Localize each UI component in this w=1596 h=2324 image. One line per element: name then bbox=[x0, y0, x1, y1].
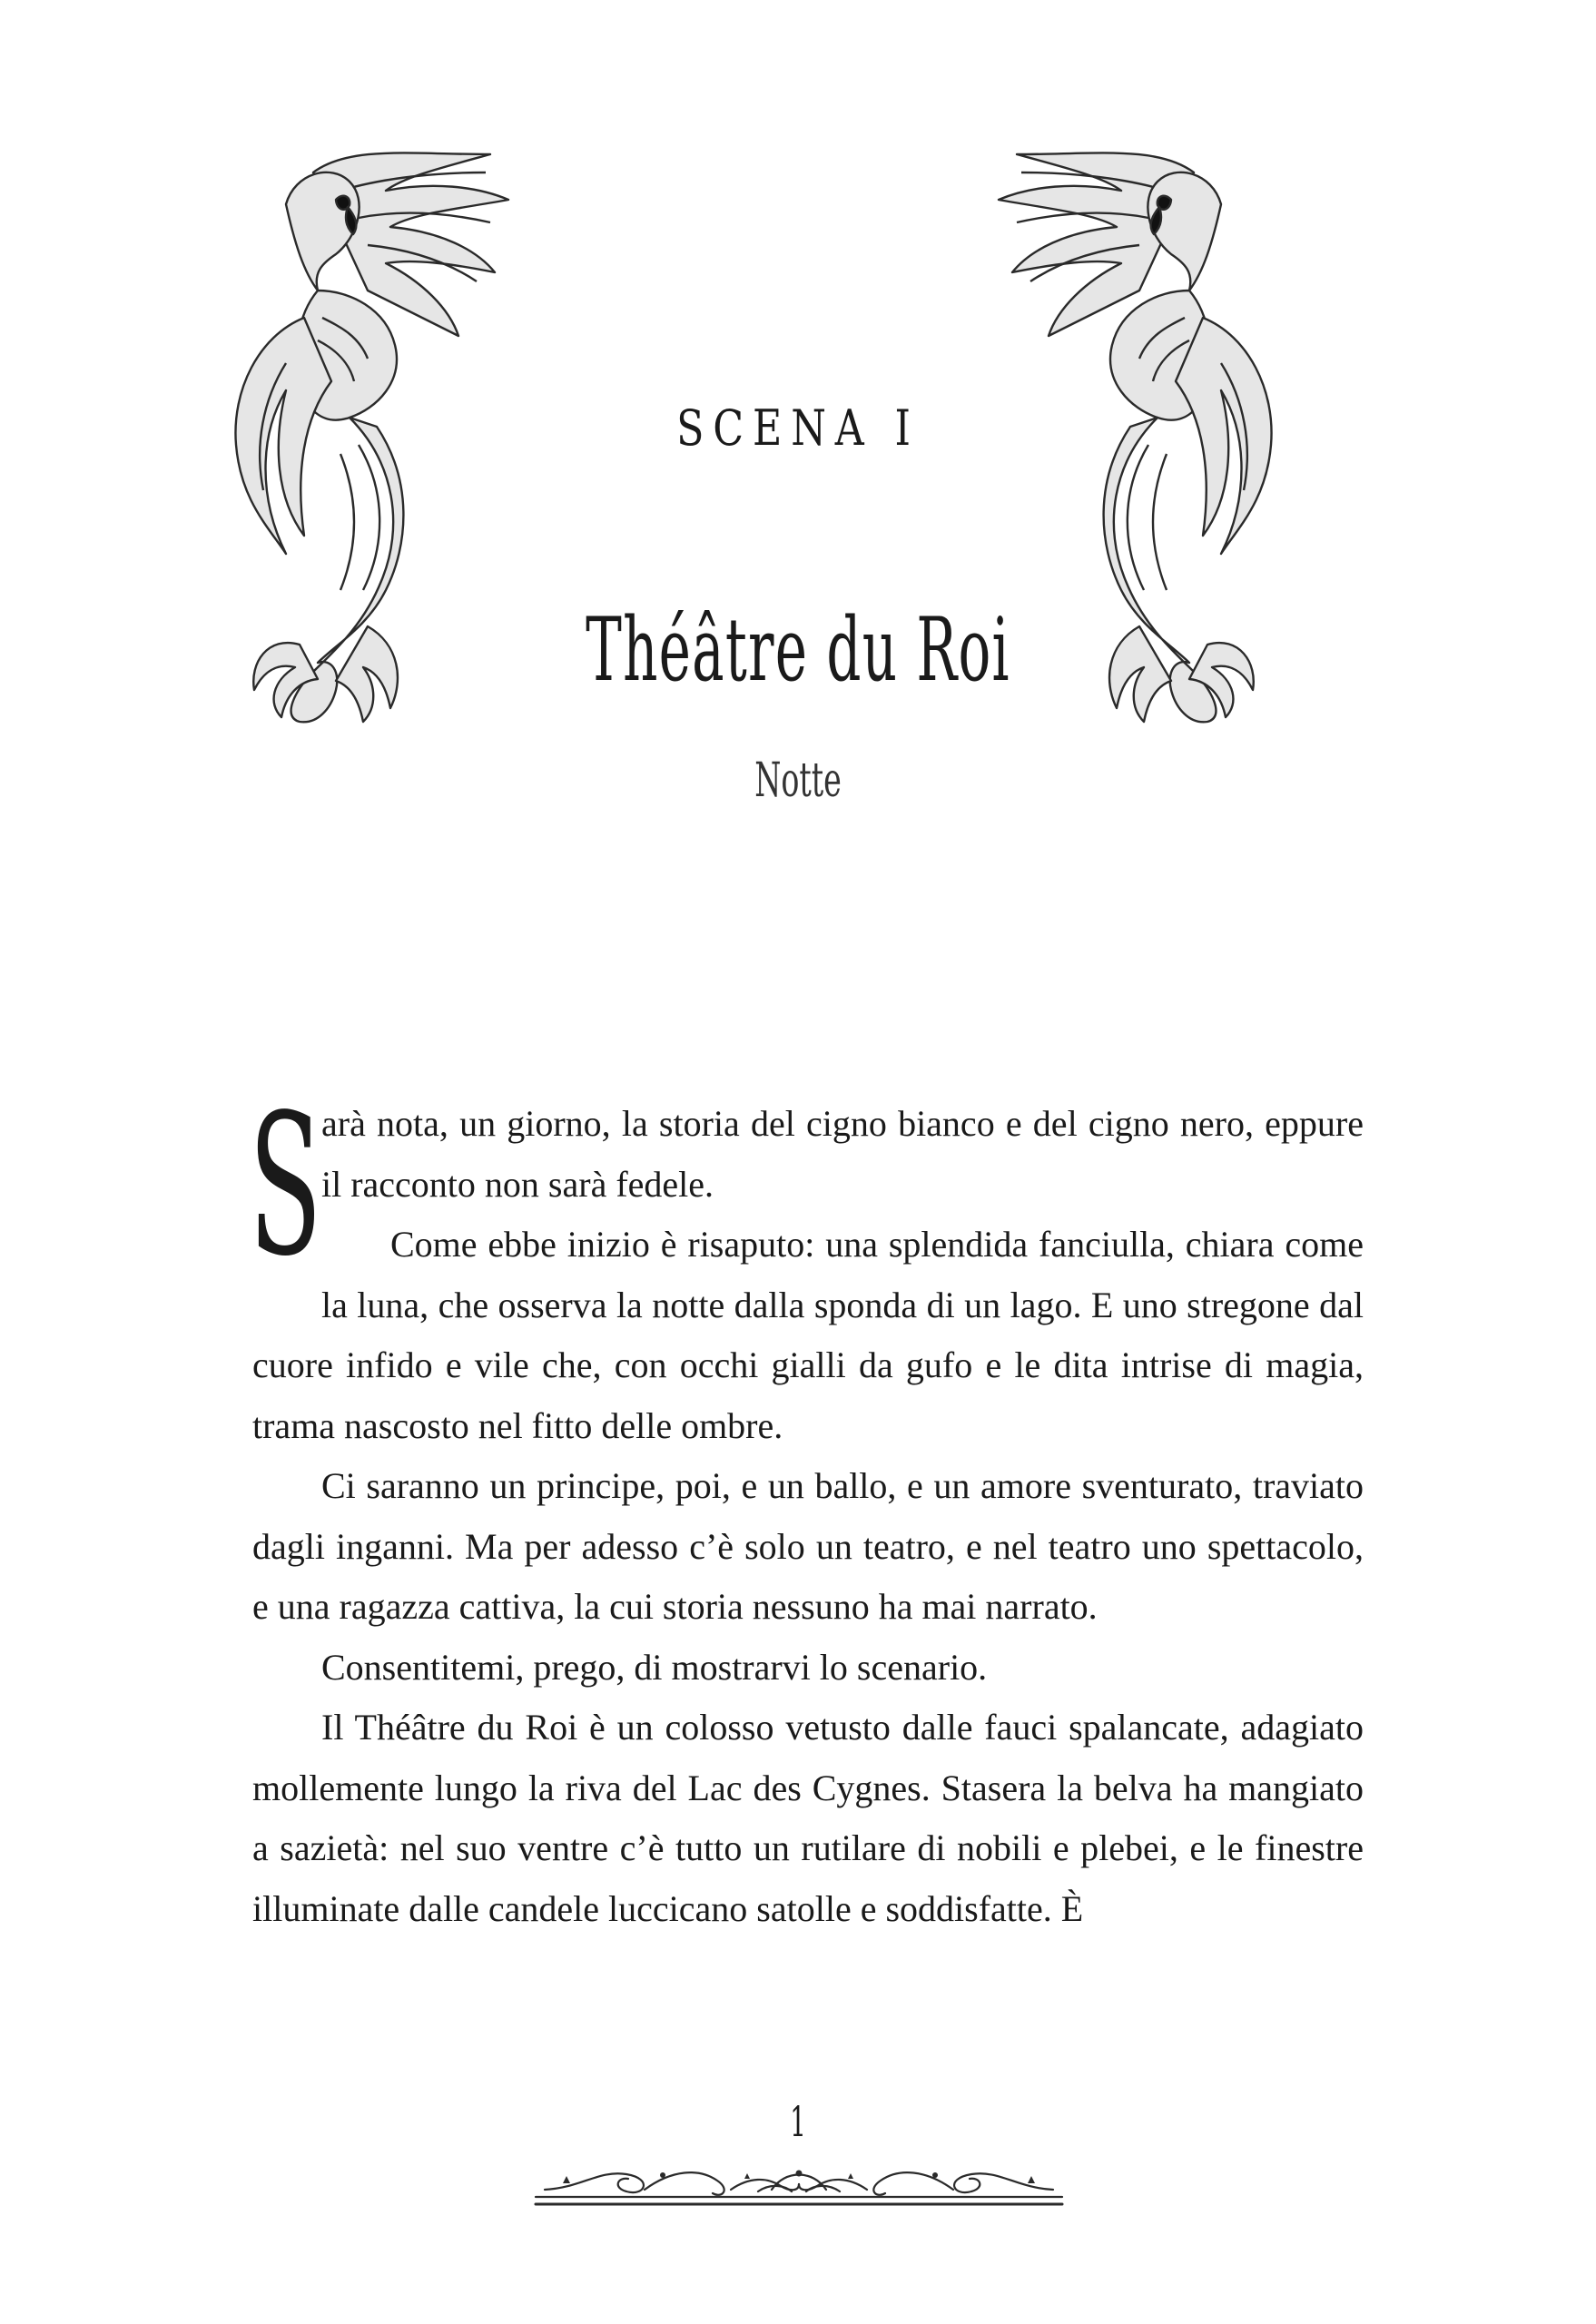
paragraph-1 bbox=[249, 1073, 1364, 1456]
scene-label: SCENA I bbox=[676, 399, 920, 457]
drop-cap: S bbox=[249, 1073, 322, 1299]
chapter-subtitle: Notte bbox=[754, 753, 842, 808]
page-number: 1 bbox=[790, 2097, 806, 2146]
paragraph-1-text: arà nota, un giorno, la storia del cigno bianco e del cigno nero, eppure il racconto non sarà fedele. bbox=[321, 1103, 1364, 1205]
paragraph-2-text: Come ebbe inizio è risaputo: una splendida fanciulla, chiara come la luna, che osserva la notte dalla sponda di un lago. E uno stregone dal cuore infido e vile che, con occhi gialli da gufo e le dita intrise di magia, trama nascosto nel fitto delle ombre. bbox=[252, 1224, 1364, 1446]
paragraph-3: Ci saranno un principe, poi, e un ballo, e un amore sventurato, traviato dagli inganni. Ma per adesso c’è solo un teatro, e nel teatro uno spettacolo, e una ragazza cattiva, la cui storia nessuno ha mai narrato. bbox=[252, 1465, 1364, 1627]
chapter-title: Théâtre du Roi bbox=[586, 599, 1010, 701]
flourish-ornament-icon bbox=[527, 2133, 1071, 2224]
paragraph-5: Il Théâtre du Roi è un colosso vetusto dalle fauci spalancate, adagiato mollemente lungo la riva del Lac des Cygnes. Stasera la belva ha mangiato a sazietà: nel suo ventre c’è tutto un rutilare di nobili e plebei, e le finestre illuminate dalle candele luccicano satolle e soddisfatte. È bbox=[252, 1707, 1364, 1929]
body-text bbox=[249, 1073, 1364, 1939]
paragraph-4: Consentitemi, prego, di mostrarvi lo scenario. bbox=[321, 1646, 988, 1688]
